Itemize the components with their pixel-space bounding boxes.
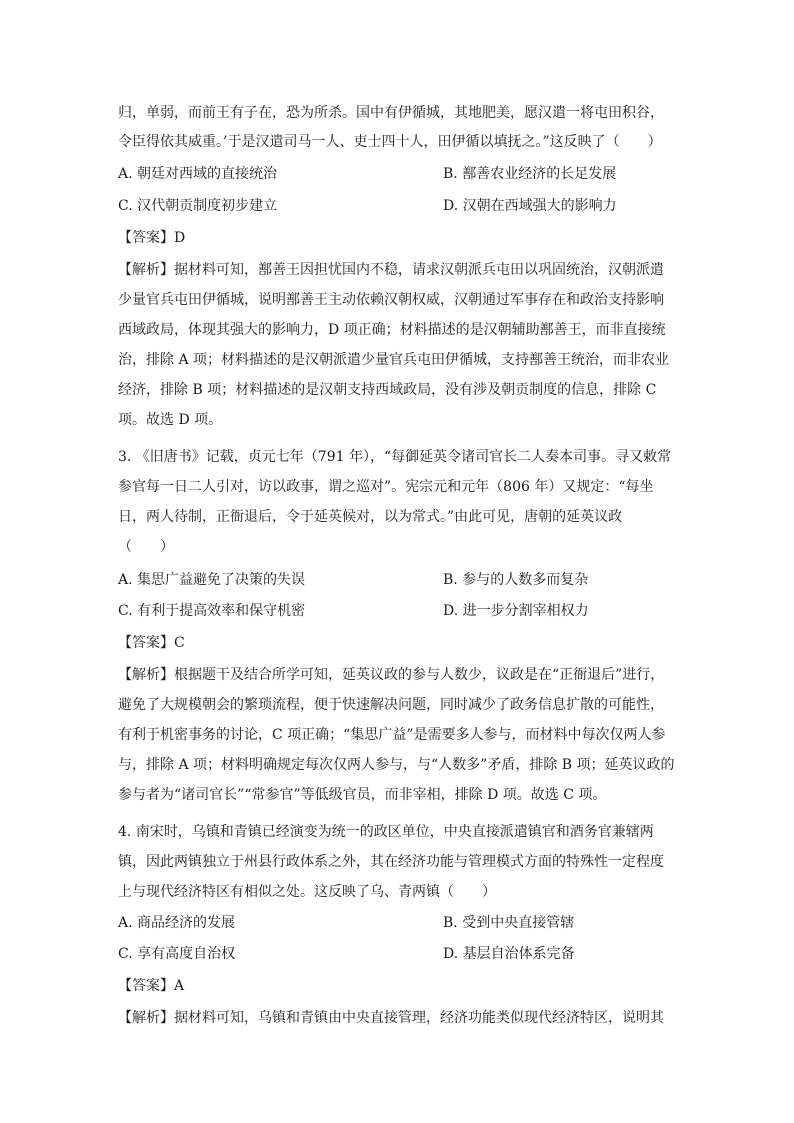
q2-analysis-line: 治，排除 A 项；材料描述的是汉朝派遣少量官兵屯田伊循城，支持鄯善王统治，而非农业 — [118, 352, 670, 368]
q3-analysis-line: 有利于机密事务的讨论，C 项正确；“集思广益”是需要多人参与，而材料中每次仅两人参 — [118, 727, 666, 743]
q2-answer: 【答案】D — [118, 230, 186, 246]
q4-option-b: B. 受到中央直接管辖 — [443, 915, 575, 931]
q4-stem-line: 上与现代经济特区有相似之处。这反映了乌、青两镇（ ） — [118, 884, 496, 900]
q4-option-c: C. 享有高度自治权 — [118, 946, 236, 962]
q3-option-b: B. 参与的人数多而复杂 — [443, 572, 589, 588]
q3-stem-line: 3. 《旧唐书》记载，贞元七年（791 年），“每御延英令诸司官长二人奏本司事。寻又敕常 — [118, 449, 672, 465]
q4-answer: 【答案】A — [118, 978, 185, 994]
q2-option-b: B. 鄯善农业经济的长足发展 — [443, 166, 617, 182]
q3-stem-line: 日，两人待制，正衙退后，令于延英候对，以为常式。”由此可见，唐朝的延英议政 — [118, 509, 623, 525]
q2-options-row-1 — [118, 164, 678, 184]
q3-option-d: D. 进一步分割宰相权力 — [443, 603, 589, 619]
q4-analysis-line: 【解析】据材料可知，乌镇和青镇由中央直接管理，经济功能类似现代经济特区，说明其 — [118, 1010, 664, 1026]
q3-analysis-line: 避免了大规模朝会的繁琐流程，便于快速解决问题，同时减少了政务信息扩散的可能性， — [118, 697, 664, 713]
q2-option-a: A. 朝廷对西域的直接统治 — [118, 166, 278, 182]
q3-analysis-line: 参与者为“诸司官长”“常参官”等低级官员，而非宰相，排除 D 项。故选 C 项。 — [118, 787, 607, 803]
q2-options-row-2 — [118, 196, 678, 216]
q3-option-a: A. 集思广益避免了决策的失误 — [118, 572, 306, 588]
q3-option-c: C. 有利于提高效率和保守机密 — [118, 603, 306, 619]
q2-option-c: C. 汉代朝贡制度初步建立 — [118, 198, 278, 214]
q4-stem-line: 4. 南宋时，乌镇和青镇已经演变为统一的政区单位，中央直接派遣镇官和酒务官兼辖两 — [118, 824, 654, 840]
q2-analysis-line: 西域政局，体现其强大的影响力，D 项正确；材料描述的是汉朝辅助鄯善王，而非直接统 — [118, 322, 666, 338]
q3-stem-line: 参官每一日二人引对，访以政事，谓之巡对”。宪宗元和元年（806 年）又规定：“每坐 — [118, 479, 654, 495]
q3-analysis-line: 【解析】根据题干及结合所学可知，延英议政的参与人数少，议政是在“正衙退后”进行， — [118, 667, 665, 683]
q4-stem-line: 镇，因此两镇独立于州县行政体系之外，其在经济功能与管理模式方面的特殊性一定程度 — [118, 854, 664, 870]
q2-option-d: D. 汉朝在西域强大的影响力 — [443, 198, 617, 214]
q3-answer: 【答案】C — [118, 635, 185, 651]
q3-options-row-2 — [118, 601, 678, 621]
q2-analysis-line: 项。故选 D 项。 — [118, 412, 223, 428]
q2-analysis-line: 【解析】据材料可知，鄯善王因担忧国内不稳，请求汉朝派兵屯田以巩固统治，汉朝派遣 — [118, 262, 664, 278]
q4-options-row-1 — [118, 913, 678, 933]
q2-analysis-line: 少量官兵屯田伊循城，说明鄯善王主动依赖汉朝权威，汉朝通过军事存在和政治支持影响 — [118, 292, 664, 308]
q3-stem-line: （ ） — [118, 539, 174, 555]
q4-option-d: D. 基层自治体系完备 — [443, 946, 575, 962]
q2-stem-line: 令臣得依其威重。’于是汉遣司马一人、吏士四十人，田伊循以填抚之。”这反映了（ ） — [118, 134, 662, 150]
q2-stem-line: 归，单弱，而前王有子在，恐为所杀。国中有伊循城，其地肥美，愿汉遣一将屯田积谷， — [118, 105, 664, 121]
q3-analysis-line: 与，排除 A 项；材料明确规定每次仅两人参与，与“人数多”矛盾，排除 B 项；延英议政的 — [118, 757, 675, 773]
q2-analysis-line: 经济，排除 B 项；材料描述的是汉朝支持西域政局，没有涉及朝贡制度的信息，排除 C — [118, 382, 657, 398]
q4-options-row-2 — [118, 944, 678, 964]
q3-options-row-1 — [118, 570, 678, 590]
q4-option-a: A. 商品经济的发展 — [118, 915, 236, 931]
